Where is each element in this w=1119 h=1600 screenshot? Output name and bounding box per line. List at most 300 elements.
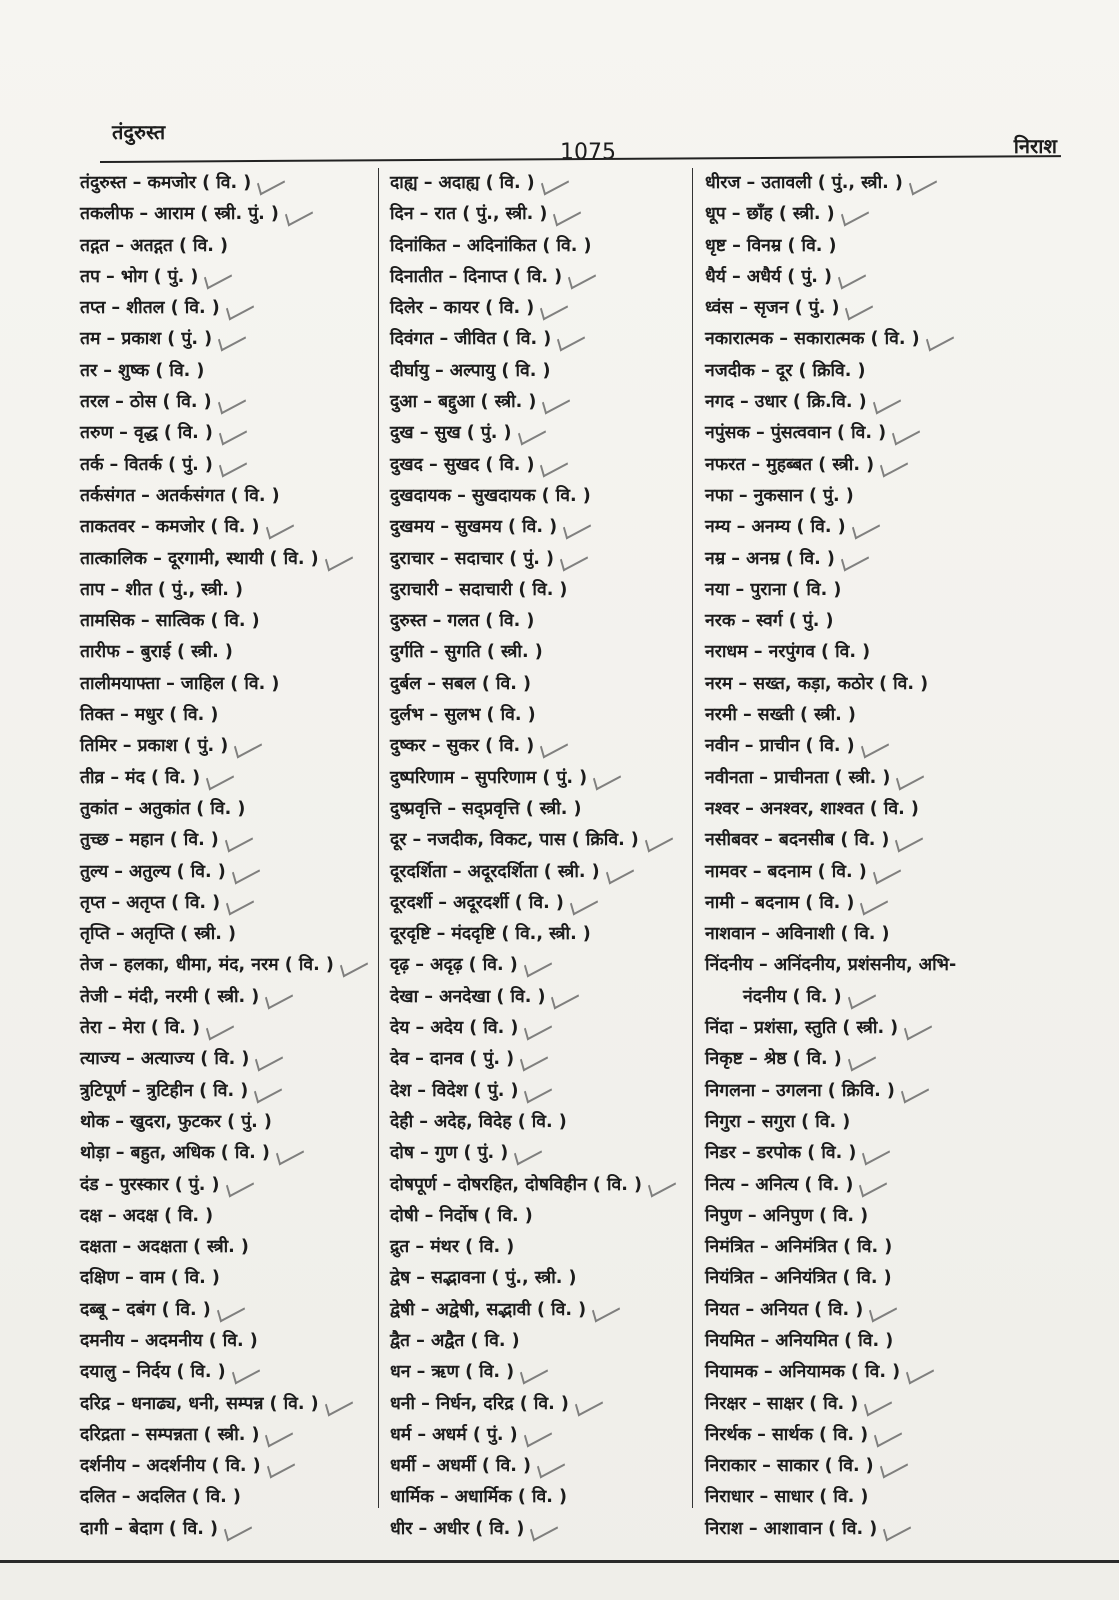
handwritten-check-mark bbox=[518, 421, 546, 446]
dictionary-entry bbox=[705, 168, 1025, 199]
handwritten-check-mark bbox=[540, 452, 568, 477]
entry-text: धनी – निर्धन, दरिद्र ( वि. ) bbox=[390, 1393, 569, 1414]
entry-text: दुर्लभ – सुलभ ( वि. ) bbox=[390, 705, 536, 726]
entry-text: दोषपूर्ण – दोषरहित, दोषविहीन ( वि. ) bbox=[390, 1174, 643, 1195]
entry-text: नम्य – अनम्य ( वि. ) bbox=[705, 517, 846, 538]
handwritten-check-mark bbox=[841, 202, 869, 227]
dictionary-entry bbox=[80, 1232, 400, 1263]
handwritten-check-mark bbox=[645, 828, 673, 853]
entry-text: दिनातीत – दिनाप्त ( वि. ) bbox=[390, 266, 563, 287]
handwritten-check-mark bbox=[570, 890, 598, 915]
handwritten-check-mark bbox=[218, 327, 246, 352]
dictionary-entry bbox=[80, 168, 400, 199]
dictionary-entry bbox=[80, 606, 400, 637]
dictionary-entry bbox=[705, 199, 1025, 230]
entry-text: निरर्थक – सार्थक ( वि. ) bbox=[705, 1424, 869, 1445]
dictionary-entry bbox=[705, 512, 1025, 543]
entry-text: धर्म – अधर्म ( पुं. ) bbox=[390, 1424, 518, 1445]
entry-text: निगुरा – सगुरा ( वि. ) bbox=[705, 1111, 851, 1132]
dictionary-entry bbox=[390, 857, 710, 888]
dictionary-entry bbox=[390, 481, 710, 512]
entry-text: तेज – हलका, धीमा, मंद, नरम ( वि. ) bbox=[80, 955, 334, 976]
dictionary-entry bbox=[80, 1201, 400, 1232]
handwritten-check-mark bbox=[524, 1422, 552, 1447]
entry-text: तरुण – वृद्ध ( वि. ) bbox=[80, 423, 213, 444]
entry-text: तुकांत – अतुकांत ( वि. ) bbox=[80, 798, 246, 819]
entry-text: नवीन – प्राचीन ( वि. ) bbox=[705, 736, 855, 757]
dictionary-entry bbox=[390, 1138, 710, 1169]
dictionary-entry bbox=[80, 794, 400, 825]
handwritten-check-mark bbox=[862, 1141, 890, 1166]
dictionary-entry bbox=[390, 450, 710, 481]
dictionary-entry bbox=[80, 919, 400, 950]
entry-text: तर – शुष्क ( वि. ) bbox=[80, 360, 205, 381]
handwritten-check-mark bbox=[234, 734, 262, 759]
entry-text: द्वेषी – अद्वेषी, सद्भावी ( वि. ) bbox=[390, 1299, 587, 1320]
entry-text: दुराचारी – सदाचारी ( वि. ) bbox=[390, 579, 568, 600]
entry-text: तप्त – शीतल ( वि. ) bbox=[80, 298, 220, 319]
entry-text: निंदनीय – अनिंदनीय, प्रशंसनीय, अभि- bbox=[705, 955, 957, 976]
entry-text: देय – अदेय ( वि. ) bbox=[390, 1018, 519, 1039]
dictionary-entry bbox=[705, 1263, 1025, 1294]
handwritten-check-mark bbox=[873, 859, 901, 884]
handwritten-check-mark bbox=[524, 1078, 552, 1103]
entry-text: दुखद – सुखद ( वि. ) bbox=[390, 454, 535, 475]
entry-text: धूप – छाँह ( स्त्री. ) bbox=[705, 204, 835, 225]
entry-text: द्रुत – मंथर ( वि. ) bbox=[390, 1237, 515, 1258]
dictionary-entry bbox=[390, 387, 710, 418]
handwritten-check-mark bbox=[514, 1141, 542, 1166]
handwritten-check-mark bbox=[575, 1391, 603, 1416]
dictionary-entry bbox=[390, 293, 710, 324]
entry-text: नसीबवर – बदनसीब ( वि. ) bbox=[705, 830, 890, 851]
entry-text: नंदनीय ( वि. ) bbox=[743, 986, 842, 1007]
dictionary-entry bbox=[390, 700, 710, 731]
dictionary-entry bbox=[390, 1013, 710, 1044]
entry-text: तृप्त – अतृप्त ( वि. ) bbox=[80, 892, 221, 913]
dictionary-entry bbox=[390, 1514, 710, 1545]
dictionary-entry bbox=[390, 575, 710, 606]
handwritten-check-mark bbox=[254, 1078, 282, 1103]
entry-text: निगलना – उगलना ( क्रिवि. ) bbox=[705, 1080, 895, 1101]
dictionary-entry bbox=[80, 293, 400, 324]
entry-text: तृप्ति – अतृप्ति ( स्त्री. ) bbox=[80, 924, 236, 945]
dictionary-entry bbox=[705, 1013, 1025, 1044]
entry-text: ताकतवर – कमजोर ( वि. ) bbox=[80, 517, 260, 538]
entry-text: दर्शनीय – अदर्शनीय ( वि. ) bbox=[80, 1456, 261, 1477]
entry-text: नित्य – अनित्य ( वि. ) bbox=[705, 1174, 854, 1195]
dictionary-entry bbox=[80, 231, 400, 262]
entry-text: नाशवान – अविनाशी ( वि. ) bbox=[705, 924, 890, 945]
dictionary-entry bbox=[80, 731, 400, 762]
entry-text: दयालु – निर्दय ( वि. ) bbox=[80, 1362, 226, 1383]
dictionary-entry bbox=[80, 888, 400, 919]
dictionary-entry bbox=[80, 418, 400, 449]
dictionary-entry bbox=[80, 1263, 400, 1294]
entry-text: तुच्छ – महान ( वि. ) bbox=[80, 830, 219, 851]
entry-text: नवीनता – प्राचीनता ( स्त्री. ) bbox=[705, 767, 891, 788]
dictionary-entry bbox=[390, 1482, 710, 1513]
dictionary-entry bbox=[80, 700, 400, 731]
dictionary-entry bbox=[80, 857, 400, 888]
handwritten-check-mark bbox=[873, 390, 901, 415]
dictionary-entry bbox=[80, 356, 400, 387]
dictionary-entry bbox=[705, 1451, 1025, 1482]
dictionary-entry bbox=[705, 763, 1025, 794]
entry-text: निराधार – साधार ( वि. ) bbox=[705, 1487, 869, 1508]
dictionary-entry bbox=[390, 1170, 710, 1201]
dictionary-entry bbox=[80, 1138, 400, 1169]
handwritten-check-mark bbox=[874, 1422, 902, 1447]
handwritten-check-mark bbox=[255, 1047, 283, 1072]
dictionary-entry bbox=[80, 324, 400, 355]
dictionary-entry bbox=[705, 1076, 1025, 1107]
handwritten-check-mark bbox=[520, 1047, 548, 1072]
dictionary-entry bbox=[80, 387, 400, 418]
entry-text: दक्षता – अदक्षता ( स्त्री. ) bbox=[80, 1237, 249, 1258]
handwritten-check-mark bbox=[537, 1454, 565, 1479]
entry-text: ताप – शीत ( पुं., स्त्री. ) bbox=[80, 579, 244, 600]
handwritten-check-mark bbox=[325, 546, 353, 571]
entry-text: दुष्प्रवृत्ति – सद्प्रवृत्ति ( स्त्री. ) bbox=[390, 798, 582, 819]
handwritten-check-mark bbox=[540, 734, 568, 759]
dictionary-entry bbox=[390, 544, 710, 575]
entry-text: धार्मिक – अधार्मिक ( वि. ) bbox=[390, 1487, 567, 1508]
handwritten-check-mark bbox=[551, 984, 579, 1009]
entry-text: दंड – पुरस्कार ( पुं. ) bbox=[80, 1174, 220, 1195]
dictionary-entry bbox=[80, 1044, 400, 1075]
handwritten-check-mark bbox=[895, 828, 923, 853]
dictionary-entry bbox=[390, 1420, 710, 1451]
entry-text: दुर्गति – सुगति ( स्त्री. ) bbox=[390, 642, 543, 663]
handwritten-check-mark bbox=[325, 1391, 353, 1416]
entry-text: तंदुरुस्त – कमजोर ( वि. ) bbox=[80, 173, 252, 193]
dictionary-entry bbox=[390, 763, 710, 794]
dictionary-entry bbox=[80, 763, 400, 794]
dictionary-entry bbox=[390, 1389, 710, 1420]
entry-text: नम्र – अनम्र ( वि. ) bbox=[705, 548, 835, 569]
handwritten-check-mark bbox=[859, 1172, 887, 1197]
dictionary-entry bbox=[390, 168, 710, 199]
entry-text: दक्षिण – वाम ( वि. ) bbox=[80, 1268, 220, 1289]
handwritten-check-mark bbox=[845, 296, 873, 321]
dictionary-entry bbox=[705, 1138, 1025, 1169]
dictionary-entry bbox=[705, 1482, 1025, 1513]
entry-text: नगद – उधार ( क्रि.वि. ) bbox=[705, 392, 867, 413]
entry-text: नया – पुराना ( वि. ) bbox=[705, 579, 842, 600]
handwritten-check-mark bbox=[860, 890, 888, 915]
handwritten-check-mark bbox=[848, 1047, 876, 1072]
entry-text: निडर – डरपोक ( वि. ) bbox=[705, 1143, 857, 1164]
entry-text: तामसिक – सात्विक ( वि. ) bbox=[80, 611, 260, 632]
entry-text: द्वेष – सद्भावना ( पुं., स्त्री. ) bbox=[390, 1268, 577, 1289]
handwritten-check-mark bbox=[901, 1078, 929, 1103]
running-header-right: निराश bbox=[1013, 134, 1057, 158]
entry-text: त्याज्य – अत्याज्य ( वि. ) bbox=[80, 1049, 250, 1070]
entry-text: नपुंसक – पुंसत्ववान ( वि. ) bbox=[705, 423, 887, 444]
dictionary-entry bbox=[390, 418, 710, 449]
entry-text: तुल्य – अतुल्य ( वि. ) bbox=[80, 861, 226, 882]
handwritten-check-mark bbox=[848, 984, 876, 1009]
entry-text: तिक्त – मधुर ( वि. ) bbox=[80, 705, 219, 726]
entry-text: निराकार – साकार ( वि. ) bbox=[705, 1456, 874, 1477]
handwritten-check-mark bbox=[217, 1297, 245, 1322]
dictionary-entry bbox=[390, 324, 710, 355]
dictionary-entry bbox=[705, 293, 1025, 324]
dictionary-entry bbox=[80, 1107, 400, 1138]
entry-text: तारीफ – बुराई ( स्त्री. ) bbox=[80, 642, 233, 663]
entry-text: धृष्ट – विनम्र ( वि. ) bbox=[705, 235, 837, 256]
entry-text: दुष्कर – सुकर ( वि. ) bbox=[390, 736, 535, 757]
handwritten-check-mark bbox=[226, 296, 254, 321]
dictionary-entry bbox=[705, 1170, 1025, 1201]
entry-text: तीव्र – मंद ( वि. ) bbox=[80, 767, 201, 788]
entries-column-3 bbox=[705, 168, 1025, 1545]
entry-text: देही – अदेह, विदेह ( वि. ) bbox=[390, 1111, 567, 1132]
entry-text: दुख – सुख ( पुं. ) bbox=[390, 423, 512, 444]
dictionary-entry bbox=[80, 1076, 400, 1107]
handwritten-check-mark bbox=[530, 1516, 558, 1541]
dictionary-entry bbox=[705, 450, 1025, 481]
dictionary-entry bbox=[390, 637, 710, 668]
entry-text: त्रुटिपूर्ण – त्रुटिहीन ( वि. ) bbox=[80, 1080, 249, 1101]
dictionary-entry bbox=[80, 544, 400, 575]
dictionary-entry bbox=[705, 1107, 1025, 1138]
entry-text: दाह्य – अदाह्य ( वि. ) bbox=[390, 173, 535, 193]
handwritten-check-mark bbox=[541, 171, 569, 196]
entry-text: दक्ष – अदक्ष ( वि. ) bbox=[80, 1205, 214, 1226]
handwritten-check-mark bbox=[285, 202, 313, 227]
dictionary-entry bbox=[390, 512, 710, 543]
dictionary-entry bbox=[705, 919, 1025, 950]
entry-text: निमंत्रित – अनिमंत्रित ( वि. ) bbox=[705, 1237, 893, 1258]
dictionary-entry bbox=[705, 1420, 1025, 1451]
dictionary-entry bbox=[390, 1044, 710, 1075]
entry-text: नफरत – मुहब्बत ( स्त्री. ) bbox=[705, 454, 875, 475]
entry-text: दरिद्र – धनाढ्य, धनी, सम्पन्न ( वि. ) bbox=[80, 1393, 319, 1414]
entry-text: दलित – अदलित ( वि. ) bbox=[80, 1487, 241, 1508]
handwritten-check-mark bbox=[880, 1454, 908, 1479]
entry-text: दिलेर – कायर ( वि. ) bbox=[390, 298, 535, 319]
entry-text: द्वैत – अद्वैत ( वि. ) bbox=[390, 1330, 520, 1351]
entry-text: देखा – अनदेखा ( वि. ) bbox=[390, 986, 546, 1007]
handwritten-check-mark bbox=[553, 202, 581, 227]
entry-text: दीर्घायु – अल्पायु ( वि. ) bbox=[390, 360, 551, 381]
entry-text: नरमी – सख्ती ( स्त्री. ) bbox=[705, 705, 856, 726]
entry-text: ध्वंस – सृजन ( पुं. ) bbox=[705, 298, 840, 319]
dictionary-entry bbox=[705, 1044, 1025, 1075]
entry-text: निरक्षर – साक्षर ( वि. ) bbox=[705, 1393, 859, 1414]
handwritten-check-mark bbox=[276, 1141, 304, 1166]
entry-text: दब्बू – दबंग ( वि. ) bbox=[80, 1299, 211, 1320]
handwritten-check-mark bbox=[219, 452, 247, 477]
handwritten-check-mark bbox=[265, 1422, 293, 1447]
handwritten-check-mark bbox=[340, 953, 368, 978]
handwritten-check-mark bbox=[560, 546, 588, 571]
running-header-left: तंदुरुस्त bbox=[112, 120, 166, 144]
dictionary-entry bbox=[705, 982, 1025, 1013]
dictionary-entry bbox=[705, 700, 1025, 731]
entry-text: दोष – गुण ( पुं. ) bbox=[390, 1143, 509, 1164]
entry-text: तम – प्रकाश ( पुं. ) bbox=[80, 329, 213, 350]
entry-text: निंदा – प्रशंसा, स्तुति ( स्त्री. ) bbox=[705, 1018, 899, 1039]
entry-text: दूरदर्शी – अदूरदर्शी ( वि. ) bbox=[390, 892, 564, 913]
handwritten-check-mark bbox=[224, 1516, 252, 1541]
entry-text: तप – भोग ( पुं. ) bbox=[80, 266, 199, 287]
dictionary-entry bbox=[705, 825, 1025, 856]
dictionary-entry bbox=[705, 1295, 1025, 1326]
entry-text: दरिद्रता – सम्पन्नता ( स्त्री. ) bbox=[80, 1424, 260, 1445]
entry-text: दुखदायक – सुखदायक ( वि. ) bbox=[390, 485, 591, 506]
entry-text: दुआ – बद्दुआ ( स्त्री. ) bbox=[390, 392, 537, 413]
dictionary-entry bbox=[80, 450, 400, 481]
dictionary-entry bbox=[390, 888, 710, 919]
entry-text: दुर्बल – सबल ( वि. ) bbox=[390, 673, 531, 694]
entry-text: दूर – नजदीक, विकट, पास ( क्रिवि. ) bbox=[390, 830, 639, 851]
entries-column-2 bbox=[390, 168, 710, 1545]
handwritten-check-mark bbox=[542, 390, 570, 415]
handwritten-check-mark bbox=[225, 828, 253, 853]
entry-text: नियंत्रित – अनियंत्रित ( वि. ) bbox=[705, 1268, 892, 1289]
handwritten-check-mark bbox=[606, 859, 634, 884]
dictionary-entry bbox=[705, 857, 1025, 888]
entry-text: दुष्परिणाम – सुपरिणाम ( पुं. ) bbox=[390, 767, 588, 788]
entry-text: दमनीय – अदमनीय ( वि. ) bbox=[80, 1330, 258, 1351]
handwritten-check-mark bbox=[265, 984, 293, 1009]
entry-text: दोषी – निर्दोष ( वि. ) bbox=[390, 1205, 533, 1226]
handwritten-check-mark bbox=[648, 1172, 676, 1197]
dictionary-entry bbox=[80, 637, 400, 668]
dictionary-entry bbox=[390, 1326, 710, 1357]
entry-text: नराधम – नरपुंगव ( वि. ) bbox=[705, 642, 871, 663]
dictionary-entry bbox=[80, 1295, 400, 1326]
entry-text: धीर – अधीर ( वि. ) bbox=[390, 1518, 525, 1539]
dictionary-entry bbox=[390, 199, 710, 230]
handwritten-check-mark bbox=[257, 171, 285, 196]
entry-text: तेरा – मेरा ( वि. ) bbox=[80, 1018, 200, 1039]
entry-text: तिमिर – प्रकाश ( पुं. ) bbox=[80, 736, 229, 757]
handwritten-check-mark bbox=[926, 327, 954, 352]
handwritten-check-mark bbox=[883, 1516, 911, 1541]
dictionary-entry bbox=[80, 669, 400, 700]
footer-rule bbox=[0, 1560, 1119, 1563]
handwritten-check-mark bbox=[226, 890, 254, 915]
dictionary-entry bbox=[80, 1170, 400, 1201]
dictionary-entry bbox=[705, 1357, 1025, 1388]
dictionary-entry bbox=[390, 231, 710, 262]
entry-text: देव – दानव ( पुं. ) bbox=[390, 1049, 515, 1070]
dictionary-entry bbox=[390, 1232, 710, 1263]
handwritten-check-mark bbox=[204, 264, 232, 289]
dictionary-entry bbox=[390, 794, 710, 825]
entry-text: नश्वर – अनश्वर, शाश्वत ( वि. ) bbox=[705, 798, 919, 819]
dictionary-entry bbox=[390, 1295, 710, 1326]
dictionary-entry bbox=[80, 1514, 400, 1545]
handwritten-check-mark bbox=[557, 327, 585, 352]
dictionary-entry bbox=[80, 262, 400, 293]
dictionary-entry bbox=[390, 1263, 710, 1294]
dictionary-entry bbox=[80, 825, 400, 856]
handwritten-check-mark bbox=[838, 264, 866, 289]
dictionary-entry bbox=[80, 1420, 400, 1451]
dictionary-entry bbox=[80, 1013, 400, 1044]
dictionary-entry bbox=[705, 324, 1025, 355]
entry-text: तेजी – मंदी, नरमी ( स्त्री. ) bbox=[80, 986, 260, 1007]
dictionary-entry bbox=[705, 356, 1025, 387]
handwritten-check-mark bbox=[861, 734, 889, 759]
handwritten-check-mark bbox=[880, 452, 908, 477]
dictionary-entry bbox=[705, 1326, 1025, 1357]
entry-text: तद्गत – अतद्गत ( वि. ) bbox=[80, 235, 229, 256]
entry-text: तरल – ठोस ( वि. ) bbox=[80, 392, 212, 413]
entry-text: नियामक – अनियामक ( वि. ) bbox=[705, 1362, 901, 1383]
handwritten-check-mark bbox=[852, 515, 880, 540]
dictionary-entry bbox=[390, 356, 710, 387]
handwritten-check-mark bbox=[563, 515, 591, 540]
entry-text: दागी – बेदाग ( वि. ) bbox=[80, 1518, 218, 1539]
entry-text: निकृष्ट – श्रेष्ठ ( वि. ) bbox=[705, 1049, 842, 1070]
entry-text: निपुण – अनिपुण ( वि. ) bbox=[705, 1205, 869, 1226]
handwritten-check-mark bbox=[206, 765, 234, 790]
dictionary-entry bbox=[390, 950, 710, 981]
handwritten-check-mark bbox=[265, 515, 293, 540]
entry-text: तर्कसंगत – अतर्कसंगत ( वि. ) bbox=[80, 485, 280, 506]
handwritten-check-mark bbox=[869, 1297, 897, 1322]
dictionary-entry bbox=[80, 481, 400, 512]
dictionary-entry bbox=[705, 794, 1025, 825]
dictionary-entry bbox=[390, 982, 710, 1013]
entry-text: दुरुस्त – गलत ( वि. ) bbox=[390, 611, 535, 632]
dictionary-entry bbox=[390, 731, 710, 762]
handwritten-check-mark bbox=[524, 1016, 552, 1041]
dictionary-entry bbox=[80, 1326, 400, 1357]
dictionary-entry bbox=[705, 950, 1025, 981]
entry-text: धन – ऋण ( वि. ) bbox=[390, 1362, 515, 1383]
dictionary-entry bbox=[80, 1389, 400, 1420]
entry-text: नियमित – अनियमित ( वि. ) bbox=[705, 1330, 894, 1351]
handwritten-check-mark bbox=[225, 1172, 253, 1197]
dictionary-entry bbox=[390, 606, 710, 637]
entry-text: दुखमय – सुखमय ( वि. ) bbox=[390, 517, 558, 538]
dictionary-entry bbox=[80, 1482, 400, 1513]
handwritten-check-mark bbox=[232, 1360, 260, 1385]
dictionary-entry bbox=[705, 387, 1025, 418]
dictionary-entry bbox=[80, 575, 400, 606]
dictionary-entry bbox=[390, 669, 710, 700]
dictionary-entry bbox=[390, 1451, 710, 1482]
handwritten-check-mark bbox=[218, 390, 246, 415]
entry-text: नियत – अनियत ( वि. ) bbox=[705, 1299, 864, 1320]
handwritten-check-mark bbox=[219, 421, 247, 446]
page-number: 1075 bbox=[560, 140, 616, 165]
entry-text: तालीमयाफ्ता – जाहिल ( वि. ) bbox=[80, 673, 280, 694]
handwritten-check-mark bbox=[592, 1297, 620, 1322]
entry-text: देश – विदेश ( पुं. ) bbox=[390, 1080, 519, 1101]
dictionary-entry bbox=[705, 575, 1025, 606]
entry-text: नफा – नुकसान ( पुं. ) bbox=[705, 485, 854, 506]
dictionary-entry bbox=[705, 544, 1025, 575]
handwritten-check-mark bbox=[892, 421, 920, 446]
handwritten-check-mark bbox=[524, 953, 552, 978]
dictionary-entry bbox=[705, 262, 1025, 293]
entry-text: तर्क – वितर्क ( पुं. ) bbox=[80, 454, 213, 475]
entry-text: नकारात्मक – सकारात्मक ( वि. ) bbox=[705, 329, 920, 350]
dictionary-entry bbox=[390, 1076, 710, 1107]
handwritten-check-mark bbox=[906, 1360, 934, 1385]
dictionary-entry bbox=[705, 1514, 1025, 1545]
entry-text: नजदीक – दूर ( क्रिवि. ) bbox=[705, 360, 866, 381]
dictionary-entry bbox=[390, 1357, 710, 1388]
